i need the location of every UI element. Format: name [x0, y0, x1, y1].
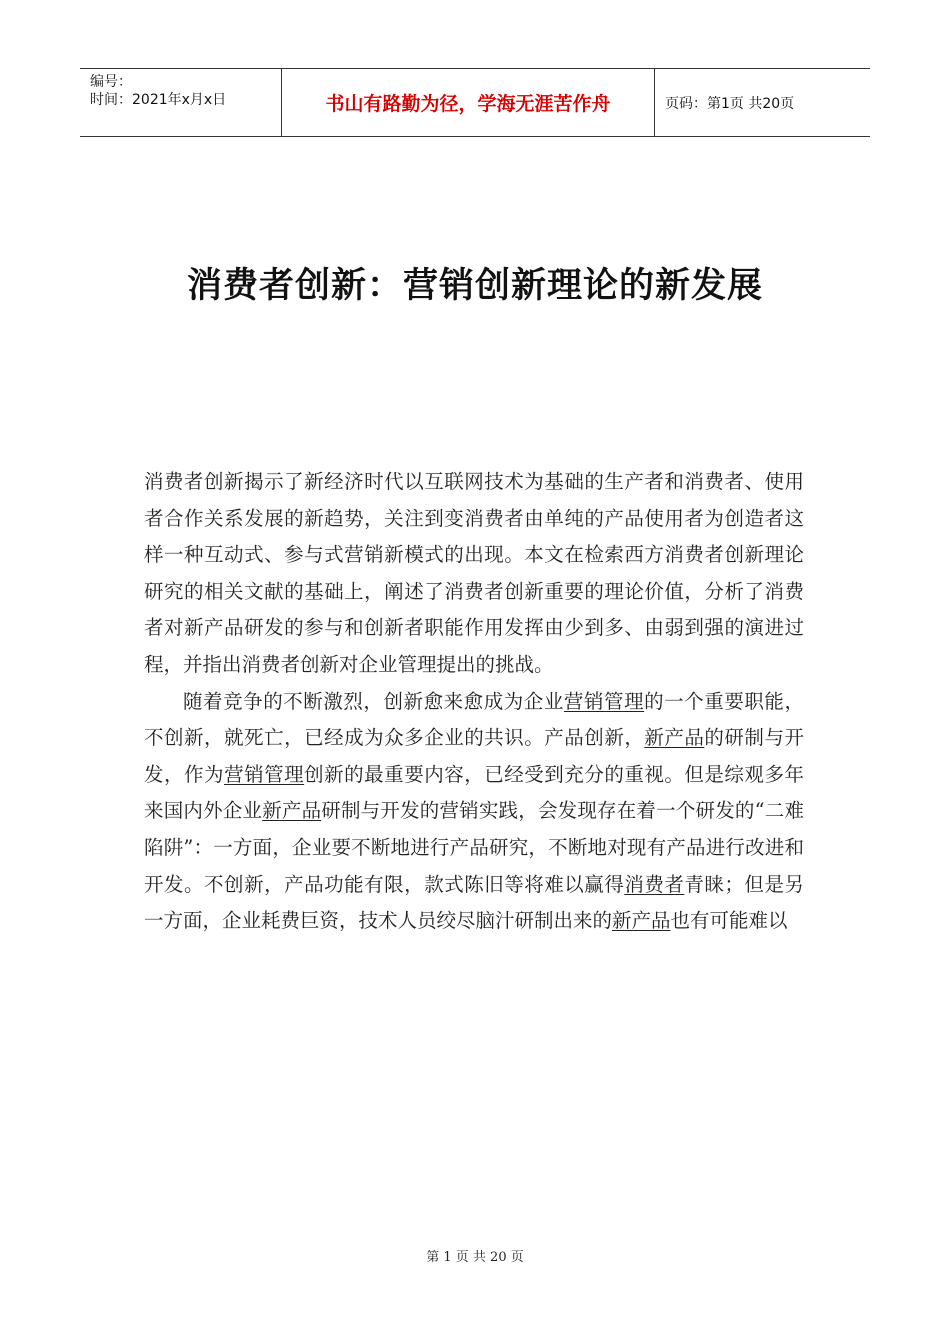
link-new-product[interactable]: 新产品: [644, 726, 705, 750]
header-meta: [80, 69, 281, 136]
document-title: 消费者创新：营销创新理论的新发展: [186, 266, 763, 306]
link-marketing-management[interactable]: 营销管理: [224, 762, 305, 786]
time-label: 时间：2021年x月x日: [90, 92, 227, 108]
header-page-info: 页码：第1页 共20页: [665, 95, 795, 112]
link-consumer[interactable]: 消费者: [624, 872, 685, 896]
header-motto: 书山有路勤为径，学海无涯苦作舟: [281, 69, 655, 136]
number-label: 编号：: [90, 74, 132, 90]
header-table: [80, 68, 870, 137]
text-span: 研制与开发的营销实践，会发现存在着一个研发的“二难陷阱”：一方面，企业要不断地进行产品研究，不断地对现有产品进行改进和开发。不创新，产品功能有限，款式陈旧等将难以赢得: [144, 799, 804, 896]
abstract-paragraph: 消费者创新揭示了新经济时代以互联网技术为基础的生产者和消费者、使用者合作关系发展的新趋势，关注到变消费者由单纯的产品使用者为创造者这样一种互动式、参与式营销新模式的出现。本文在检索西方消费者创新理论研究的相关文献的基础上，阐述了消费者创新重要的理论价值，分析了消费者对新产品研发的参与和创新者职能作用发挥由少到多、由弱到强的演进过程，并指出消费者创新对企业管理提出的挑战。: [144, 470, 804, 676]
text-span: 随着竞争的不断激烈，创新愈来愈成为企业: [183, 689, 564, 713]
link-new-product[interactable]: 新产品: [262, 799, 322, 823]
document-body: [144, 464, 804, 940]
link-new-product[interactable]: 新产品: [612, 909, 671, 933]
link-marketing-management[interactable]: 营销管理: [563, 689, 645, 713]
text-span: 创新的最重要内容，已经受到充分的重视。但是综观多年来国内外企业: [144, 762, 804, 823]
text-span: 也有可能难以: [670, 909, 788, 933]
body-paragraph: [144, 684, 804, 940]
text-span: 的研制与开发，作为: [144, 726, 804, 786]
text-span: 的一个重要职能，不创新，就死亡，已经成为众多企业的共识。产品创新，: [144, 689, 804, 750]
text-span: 青睐；但是另一方面，企业耗费巨资，技术人员绞尽脑汁研制出来的: [144, 872, 804, 933]
page-footer: 第 1 页 共 20 页: [426, 1250, 524, 1265]
